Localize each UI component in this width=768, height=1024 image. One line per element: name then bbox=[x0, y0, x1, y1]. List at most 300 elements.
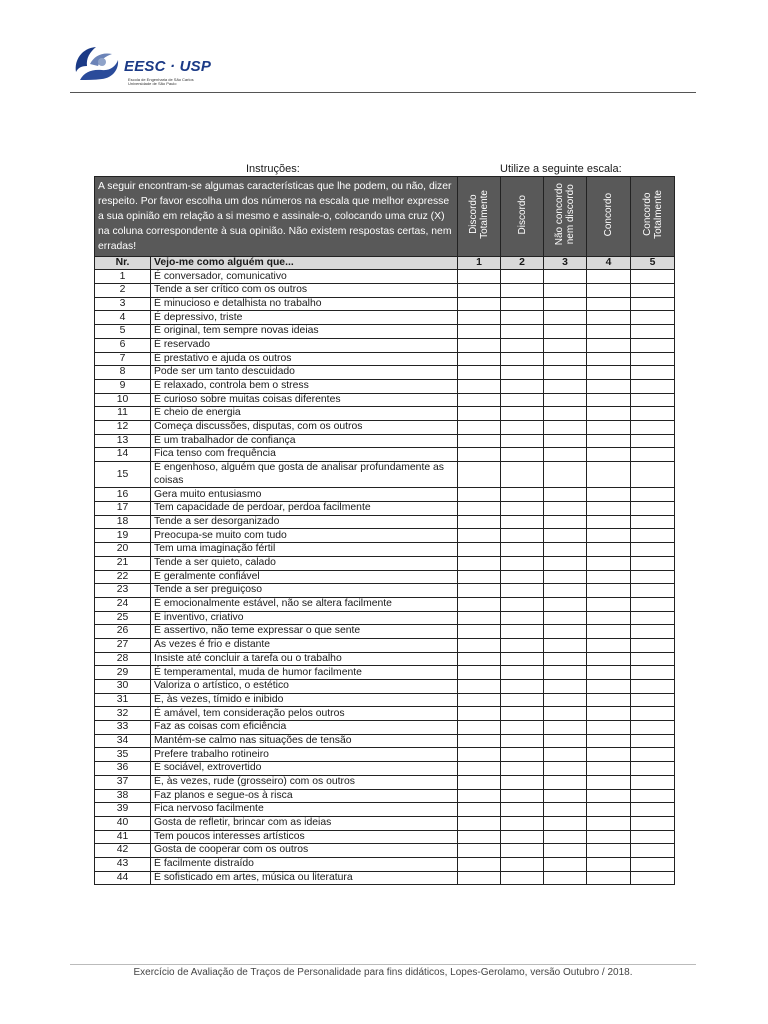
answer-cell-5[interactable] bbox=[631, 803, 675, 817]
answer-cell-3[interactable] bbox=[544, 434, 587, 448]
table-row bbox=[95, 693, 675, 707]
answer-cell-4[interactable] bbox=[587, 407, 631, 421]
answer-cell-2[interactable] bbox=[501, 515, 544, 529]
answer-cell-4[interactable] bbox=[587, 393, 631, 407]
answer-cell-1[interactable] bbox=[458, 816, 501, 830]
answer-cell-2[interactable] bbox=[501, 420, 544, 434]
answer-cell-3[interactable] bbox=[544, 270, 587, 284]
answer-cell-1[interactable] bbox=[458, 420, 501, 434]
answer-cell-5[interactable] bbox=[631, 693, 675, 707]
answer-cell-5[interactable] bbox=[631, 352, 675, 366]
answer-cell-1[interactable] bbox=[458, 502, 501, 516]
answer-cell-3[interactable] bbox=[544, 352, 587, 366]
table-row bbox=[95, 311, 675, 325]
answer-cell-3[interactable] bbox=[544, 748, 587, 762]
answer-cell-5[interactable] bbox=[631, 775, 675, 789]
item-number: 38 bbox=[95, 789, 151, 803]
table-row bbox=[95, 762, 675, 776]
answer-cell-4[interactable] bbox=[587, 270, 631, 284]
answer-cell-3[interactable] bbox=[544, 803, 587, 817]
answer-cell-1[interactable] bbox=[458, 407, 501, 421]
answer-cell-2[interactable] bbox=[501, 597, 544, 611]
table-row bbox=[95, 297, 675, 311]
answer-cell-3[interactable] bbox=[544, 420, 587, 434]
answer-cell-2[interactable] bbox=[501, 734, 544, 748]
answer-cell-3[interactable] bbox=[544, 448, 587, 462]
answer-cell-5[interactable] bbox=[631, 543, 675, 557]
answer-cell-1[interactable] bbox=[458, 680, 501, 694]
answer-cell-1[interactable] bbox=[458, 693, 501, 707]
answer-cell-1[interactable] bbox=[458, 789, 501, 803]
answer-cell-2[interactable] bbox=[501, 857, 544, 871]
table-row bbox=[95, 338, 675, 352]
answer-cell-5[interactable] bbox=[631, 871, 675, 885]
scale-header-5 bbox=[631, 177, 675, 257]
table-row bbox=[95, 284, 675, 298]
answer-cell-2[interactable] bbox=[501, 311, 544, 325]
answer-cell-5[interactable] bbox=[631, 721, 675, 735]
answer-cell-4[interactable] bbox=[587, 379, 631, 393]
answer-cell-3[interactable] bbox=[544, 584, 587, 598]
answer-cell-2[interactable] bbox=[501, 844, 544, 858]
answer-cell-1[interactable] bbox=[458, 366, 501, 380]
answer-cell-3[interactable] bbox=[544, 597, 587, 611]
answer-cell-4[interactable] bbox=[587, 721, 631, 735]
answer-cell-4[interactable] bbox=[587, 638, 631, 652]
answer-cell-3[interactable] bbox=[544, 502, 587, 516]
item-number: 2 bbox=[95, 284, 151, 298]
answer-cell-5[interactable] bbox=[631, 393, 675, 407]
answer-cell-4[interactable] bbox=[587, 762, 631, 776]
answer-cell-1[interactable] bbox=[458, 488, 501, 502]
scale-3-line-1: Não concordo bbox=[554, 183, 565, 246]
answer-cell-3[interactable] bbox=[544, 338, 587, 352]
answer-cell-3[interactable] bbox=[544, 379, 587, 393]
item-number: 27 bbox=[95, 638, 151, 652]
item-number: 5 bbox=[95, 325, 151, 339]
answer-cell-1[interactable] bbox=[458, 352, 501, 366]
answer-cell-2[interactable] bbox=[501, 366, 544, 380]
table-row bbox=[95, 680, 675, 694]
answer-cell-4[interactable] bbox=[587, 625, 631, 639]
answer-cell-1[interactable] bbox=[458, 325, 501, 339]
logo-subtitle-line-2: Universidade de São Paulo bbox=[128, 81, 177, 86]
answer-cell-1[interactable] bbox=[458, 297, 501, 311]
answer-cell-5[interactable] bbox=[631, 448, 675, 462]
answer-cell-3[interactable] bbox=[544, 680, 587, 694]
answer-cell-4[interactable] bbox=[587, 420, 631, 434]
answer-cell-1[interactable] bbox=[458, 652, 501, 666]
item-number: 16 bbox=[95, 488, 151, 502]
answer-cell-3[interactable] bbox=[544, 707, 587, 721]
answer-cell-3[interactable] bbox=[544, 393, 587, 407]
answer-cell-3[interactable] bbox=[544, 762, 587, 776]
answer-cell-2[interactable] bbox=[501, 325, 544, 339]
item-number: 29 bbox=[95, 666, 151, 680]
item-statement: Começa discussões, disputas, com os outros bbox=[151, 420, 458, 434]
answer-cell-5[interactable] bbox=[631, 707, 675, 721]
answer-cell-3[interactable] bbox=[544, 366, 587, 380]
table-row bbox=[95, 420, 675, 434]
answer-cell-5[interactable] bbox=[631, 379, 675, 393]
table-row bbox=[95, 748, 675, 762]
table-row bbox=[95, 844, 675, 858]
answer-cell-1[interactable] bbox=[458, 556, 501, 570]
answer-cell-5[interactable] bbox=[631, 311, 675, 325]
item-number: 28 bbox=[95, 652, 151, 666]
answer-cell-1[interactable] bbox=[458, 830, 501, 844]
answer-cell-3[interactable] bbox=[544, 871, 587, 885]
eesc-usp-logo bbox=[72, 42, 222, 88]
item-number: 36 bbox=[95, 762, 151, 776]
answer-cell-2[interactable] bbox=[501, 666, 544, 680]
answer-cell-3[interactable] bbox=[544, 830, 587, 844]
answer-cell-1[interactable] bbox=[458, 871, 501, 885]
logo-text: EESC · USP bbox=[124, 58, 212, 75]
answer-cell-2[interactable] bbox=[501, 775, 544, 789]
answer-cell-4[interactable] bbox=[587, 352, 631, 366]
answer-cell-5[interactable] bbox=[631, 488, 675, 502]
answer-cell-2[interactable] bbox=[501, 789, 544, 803]
answer-cell-2[interactable] bbox=[501, 352, 544, 366]
answer-cell-1[interactable] bbox=[458, 462, 501, 488]
answer-cell-5[interactable] bbox=[631, 762, 675, 776]
item-statement: É, às vezes, rude (grosseiro) com os outros bbox=[151, 775, 458, 789]
answer-cell-4[interactable] bbox=[587, 338, 631, 352]
answer-cell-5[interactable] bbox=[631, 529, 675, 543]
answer-cell-2[interactable] bbox=[501, 338, 544, 352]
item-number: 33 bbox=[95, 721, 151, 735]
answer-cell-4[interactable] bbox=[587, 515, 631, 529]
answer-cell-5[interactable] bbox=[631, 325, 675, 339]
answer-cell-4[interactable] bbox=[587, 693, 631, 707]
answer-cell-2[interactable] bbox=[501, 529, 544, 543]
answer-cell-1[interactable] bbox=[458, 734, 501, 748]
answer-cell-5[interactable] bbox=[631, 666, 675, 680]
answer-cell-2[interactable] bbox=[501, 693, 544, 707]
table-row bbox=[95, 488, 675, 502]
answer-cell-1[interactable] bbox=[458, 529, 501, 543]
table-row bbox=[95, 584, 675, 598]
item-statement: Tem capacidade de perdoar, perdoa facilmente bbox=[151, 502, 458, 516]
answer-cell-1[interactable] bbox=[458, 707, 501, 721]
answer-cell-5[interactable] bbox=[631, 338, 675, 352]
item-number: 18 bbox=[95, 515, 151, 529]
answer-cell-4[interactable] bbox=[587, 584, 631, 598]
answer-cell-2[interactable] bbox=[501, 270, 544, 284]
answer-cell-2[interactable] bbox=[501, 379, 544, 393]
item-statement: Tende a ser preguiçoso bbox=[151, 584, 458, 598]
answer-cell-2[interactable] bbox=[501, 502, 544, 516]
answer-cell-4[interactable] bbox=[587, 597, 631, 611]
answer-cell-1[interactable] bbox=[458, 379, 501, 393]
item-number: 39 bbox=[95, 803, 151, 817]
answer-cell-4[interactable] bbox=[587, 844, 631, 858]
answer-cell-5[interactable] bbox=[631, 434, 675, 448]
answer-cell-1[interactable] bbox=[458, 543, 501, 557]
answer-cell-3[interactable] bbox=[544, 462, 587, 488]
answer-cell-1[interactable] bbox=[458, 284, 501, 298]
answer-cell-1[interactable] bbox=[458, 748, 501, 762]
table-row bbox=[95, 775, 675, 789]
table-row bbox=[95, 597, 675, 611]
item-number: 43 bbox=[95, 857, 151, 871]
item-number: 34 bbox=[95, 734, 151, 748]
table-row bbox=[95, 625, 675, 639]
answer-cell-3[interactable] bbox=[544, 638, 587, 652]
answer-cell-4[interactable] bbox=[587, 502, 631, 516]
answer-cell-1[interactable] bbox=[458, 638, 501, 652]
item-statement: Faz as coisas com eficiência bbox=[151, 721, 458, 735]
questionnaire-table bbox=[94, 176, 675, 885]
answer-cell-4[interactable] bbox=[587, 748, 631, 762]
answer-cell-1[interactable] bbox=[458, 666, 501, 680]
answer-cell-5[interactable] bbox=[631, 652, 675, 666]
answer-cell-1[interactable] bbox=[458, 584, 501, 598]
item-statement: É, às vezes, tímido e inibido bbox=[151, 693, 458, 707]
answer-cell-1[interactable] bbox=[458, 570, 501, 584]
answer-cell-4[interactable] bbox=[587, 871, 631, 885]
answer-cell-4[interactable] bbox=[587, 462, 631, 488]
answer-cell-2[interactable] bbox=[501, 462, 544, 488]
item-number: 26 bbox=[95, 625, 151, 639]
table-row bbox=[95, 857, 675, 871]
answer-cell-2[interactable] bbox=[501, 652, 544, 666]
answer-cell-2[interactable] bbox=[501, 625, 544, 639]
answer-cell-2[interactable] bbox=[501, 297, 544, 311]
answer-cell-3[interactable] bbox=[544, 515, 587, 529]
answer-cell-2[interactable] bbox=[501, 638, 544, 652]
answer-cell-4[interactable] bbox=[587, 789, 631, 803]
answer-cell-4[interactable] bbox=[587, 816, 631, 830]
answer-cell-5[interactable] bbox=[631, 502, 675, 516]
answer-cell-5[interactable] bbox=[631, 680, 675, 694]
answer-cell-3[interactable] bbox=[544, 734, 587, 748]
answer-cell-1[interactable] bbox=[458, 721, 501, 735]
answer-cell-5[interactable] bbox=[631, 597, 675, 611]
answer-cell-5[interactable] bbox=[631, 857, 675, 871]
answer-cell-5[interactable] bbox=[631, 830, 675, 844]
item-number: 20 bbox=[95, 543, 151, 557]
table-row bbox=[95, 803, 675, 817]
footer: Exercício de Avaliação de Traços de Personalidade para fins didáticos, Lopes-Gerolamo, versão Outubro / 2018. bbox=[70, 964, 696, 978]
scale-label: Utilize a seguinte escala: bbox=[500, 163, 622, 175]
answer-cell-4[interactable] bbox=[587, 570, 631, 584]
answer-cell-1[interactable] bbox=[458, 270, 501, 284]
answer-cell-1[interactable] bbox=[458, 803, 501, 817]
answer-cell-2[interactable] bbox=[501, 543, 544, 557]
answer-cell-3[interactable] bbox=[544, 652, 587, 666]
answer-cell-4[interactable] bbox=[587, 434, 631, 448]
intro-text: A seguir encontram-se algumas características que lhe podem, ou não, dizer respeito. Por favor escolha um dos números na escala que melhor expresse a sua opinião em relação a si mesmo e assinale-o, colocando uma cruz (X) na coluna correspondente à sua opinião. Não existem respostas certas, nem erradas! bbox=[95, 177, 458, 257]
answer-cell-4[interactable] bbox=[587, 325, 631, 339]
answer-cell-5[interactable] bbox=[631, 816, 675, 830]
answer-cell-5[interactable] bbox=[631, 570, 675, 584]
answer-cell-5[interactable] bbox=[631, 270, 675, 284]
item-statement: Mantém-se calmo nas situações de tensão bbox=[151, 734, 458, 748]
answer-cell-5[interactable] bbox=[631, 748, 675, 762]
answer-cell-3[interactable] bbox=[544, 529, 587, 543]
item-number: 44 bbox=[95, 871, 151, 885]
answer-cell-4[interactable] bbox=[587, 680, 631, 694]
answer-cell-1[interactable] bbox=[458, 448, 501, 462]
answer-cell-4[interactable] bbox=[587, 311, 631, 325]
item-statement: Às vezes é frio e distante bbox=[151, 638, 458, 652]
item-number: 21 bbox=[95, 556, 151, 570]
item-number: 23 bbox=[95, 584, 151, 598]
table-row bbox=[95, 448, 675, 462]
answer-cell-3[interactable] bbox=[544, 775, 587, 789]
answer-cell-3[interactable] bbox=[544, 844, 587, 858]
item-number: 35 bbox=[95, 748, 151, 762]
scale-5-line-2: Totalmente bbox=[652, 189, 664, 239]
answer-cell-2[interactable] bbox=[501, 830, 544, 844]
answer-cell-5[interactable] bbox=[631, 789, 675, 803]
scale-value-3: 3 bbox=[544, 257, 587, 270]
table-row bbox=[95, 366, 675, 380]
item-statement: Fica nervoso facilmente bbox=[151, 803, 458, 817]
item-statement: É minucioso e detalhista no trabalho bbox=[151, 297, 458, 311]
answer-cell-4[interactable] bbox=[587, 857, 631, 871]
answer-cell-1[interactable] bbox=[458, 393, 501, 407]
item-statement: É inventivo, criativo bbox=[151, 611, 458, 625]
answer-cell-4[interactable] bbox=[587, 775, 631, 789]
answer-cell-4[interactable] bbox=[587, 830, 631, 844]
answer-cell-2[interactable] bbox=[501, 680, 544, 694]
answer-cell-2[interactable] bbox=[501, 556, 544, 570]
answer-cell-2[interactable] bbox=[501, 570, 544, 584]
answer-cell-5[interactable] bbox=[631, 638, 675, 652]
scale-4-line-1: Concordo bbox=[603, 192, 614, 236]
answer-cell-2[interactable] bbox=[501, 707, 544, 721]
answer-cell-5[interactable] bbox=[631, 844, 675, 858]
item-statement: É temperamental, muda de humor facilmente bbox=[151, 666, 458, 680]
answer-cell-2[interactable] bbox=[501, 803, 544, 817]
answer-cell-1[interactable] bbox=[458, 625, 501, 639]
answer-cell-5[interactable] bbox=[631, 515, 675, 529]
answer-cell-2[interactable] bbox=[501, 488, 544, 502]
answer-cell-2[interactable] bbox=[501, 284, 544, 298]
nr-header: Nr. bbox=[95, 257, 151, 270]
answer-cell-3[interactable] bbox=[544, 488, 587, 502]
item-statement: É assertivo, não teme expressar o que sente bbox=[151, 625, 458, 639]
answer-cell-5[interactable] bbox=[631, 420, 675, 434]
answer-cell-5[interactable] bbox=[631, 366, 675, 380]
item-statement: Pode ser um tanto descuidado bbox=[151, 366, 458, 380]
answer-cell-4[interactable] bbox=[587, 556, 631, 570]
answer-cell-4[interactable] bbox=[587, 734, 631, 748]
answer-cell-2[interactable] bbox=[501, 816, 544, 830]
table-row bbox=[95, 393, 675, 407]
item-statement: É amável, tem consideração pelos outros bbox=[151, 707, 458, 721]
answer-cell-4[interactable] bbox=[587, 488, 631, 502]
answer-cell-3[interactable] bbox=[544, 611, 587, 625]
answer-cell-3[interactable] bbox=[544, 570, 587, 584]
answer-cell-4[interactable] bbox=[587, 529, 631, 543]
answer-cell-3[interactable] bbox=[544, 693, 587, 707]
answer-cell-5[interactable] bbox=[631, 584, 675, 598]
answer-cell-1[interactable] bbox=[458, 857, 501, 871]
answer-cell-2[interactable] bbox=[501, 871, 544, 885]
answer-cell-2[interactable] bbox=[501, 434, 544, 448]
answer-cell-4[interactable] bbox=[587, 803, 631, 817]
answer-cell-1[interactable] bbox=[458, 434, 501, 448]
table-row bbox=[95, 707, 675, 721]
answer-cell-2[interactable] bbox=[501, 721, 544, 735]
answer-cell-3[interactable] bbox=[544, 543, 587, 557]
answer-cell-2[interactable] bbox=[501, 748, 544, 762]
answer-cell-5[interactable] bbox=[631, 297, 675, 311]
item-statement: Prefere trabalho rotineiro bbox=[151, 748, 458, 762]
answer-cell-4[interactable] bbox=[587, 366, 631, 380]
instructions-label: Instruções: bbox=[246, 163, 300, 175]
table-row bbox=[95, 570, 675, 584]
answer-cell-4[interactable] bbox=[587, 448, 631, 462]
scale-value-2: 2 bbox=[501, 257, 544, 270]
answer-cell-1[interactable] bbox=[458, 597, 501, 611]
answer-cell-4[interactable] bbox=[587, 297, 631, 311]
answer-cell-4[interactable] bbox=[587, 543, 631, 557]
answer-cell-3[interactable] bbox=[544, 325, 587, 339]
answer-cell-1[interactable] bbox=[458, 762, 501, 776]
answer-cell-2[interactable] bbox=[501, 393, 544, 407]
answer-cell-4[interactable] bbox=[587, 666, 631, 680]
answer-cell-3[interactable] bbox=[544, 789, 587, 803]
answer-cell-5[interactable] bbox=[631, 625, 675, 639]
table-row bbox=[95, 379, 675, 393]
item-statement: É prestativo e ajuda os outros bbox=[151, 352, 458, 366]
answer-cell-3[interactable] bbox=[544, 297, 587, 311]
item-number: 1 bbox=[95, 270, 151, 284]
answer-cell-1[interactable] bbox=[458, 338, 501, 352]
answer-cell-4[interactable] bbox=[587, 284, 631, 298]
answer-cell-2[interactable] bbox=[501, 762, 544, 776]
answer-cell-3[interactable] bbox=[544, 857, 587, 871]
answer-cell-1[interactable] bbox=[458, 611, 501, 625]
answer-cell-5[interactable] bbox=[631, 284, 675, 298]
answer-cell-5[interactable] bbox=[631, 734, 675, 748]
answer-cell-3[interactable] bbox=[544, 721, 587, 735]
answer-cell-4[interactable] bbox=[587, 611, 631, 625]
item-number: 24 bbox=[95, 597, 151, 611]
answer-cell-4[interactable] bbox=[587, 652, 631, 666]
answer-cell-4[interactable] bbox=[587, 707, 631, 721]
answer-cell-2[interactable] bbox=[501, 407, 544, 421]
page-header bbox=[70, 38, 696, 93]
table-row bbox=[95, 871, 675, 885]
answer-cell-3[interactable] bbox=[544, 311, 587, 325]
answer-cell-3[interactable] bbox=[544, 284, 587, 298]
answer-cell-5[interactable] bbox=[631, 556, 675, 570]
answer-cell-1[interactable] bbox=[458, 775, 501, 789]
item-number: 12 bbox=[95, 420, 151, 434]
answer-cell-5[interactable] bbox=[631, 611, 675, 625]
answer-cell-2[interactable] bbox=[501, 448, 544, 462]
answer-cell-3[interactable] bbox=[544, 625, 587, 639]
answer-cell-3[interactable] bbox=[544, 816, 587, 830]
answer-cell-2[interactable] bbox=[501, 611, 544, 625]
answer-cell-3[interactable] bbox=[544, 556, 587, 570]
answer-cell-3[interactable] bbox=[544, 666, 587, 680]
answer-cell-1[interactable] bbox=[458, 515, 501, 529]
item-statement: Tem poucos interesses artísticos bbox=[151, 830, 458, 844]
answer-cell-2[interactable] bbox=[501, 584, 544, 598]
answer-cell-5[interactable] bbox=[631, 407, 675, 421]
answer-cell-5[interactable] bbox=[631, 462, 675, 488]
answer-cell-1[interactable] bbox=[458, 844, 501, 858]
answer-cell-3[interactable] bbox=[544, 407, 587, 421]
answer-cell-1[interactable] bbox=[458, 311, 501, 325]
